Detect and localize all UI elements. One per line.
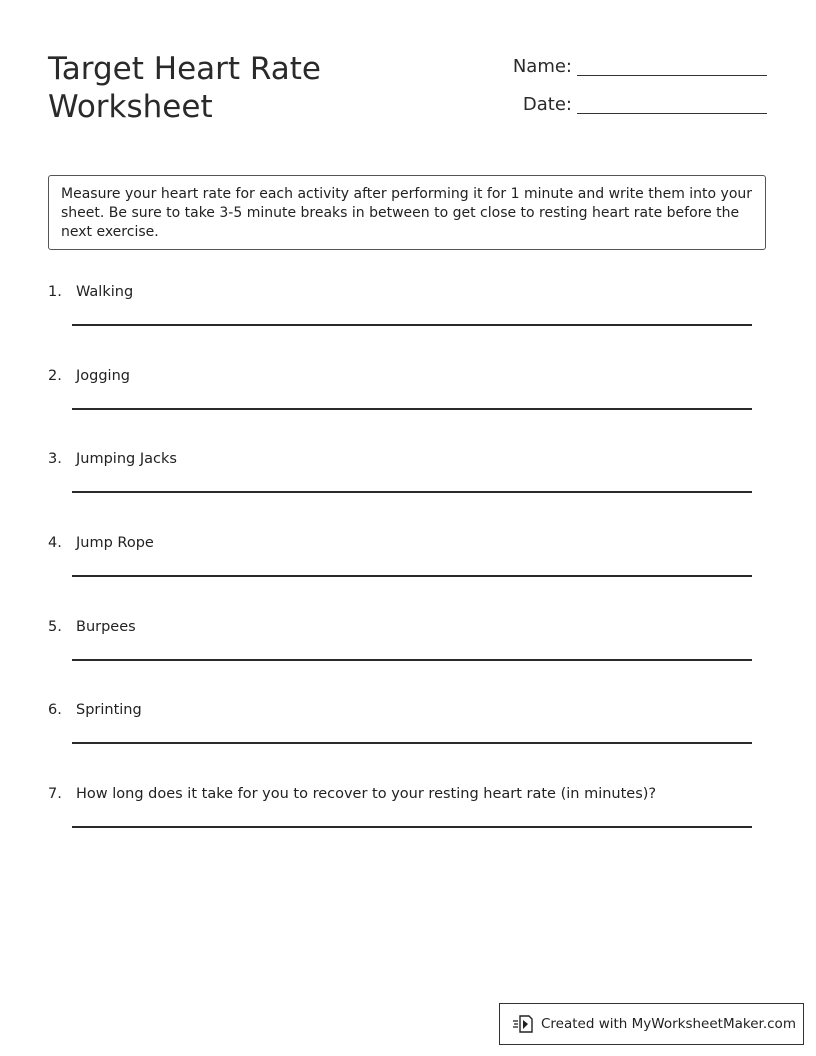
- question-text: Jump Rope: [76, 535, 154, 551]
- page-title-line-1: Target Heart Rate: [48, 51, 321, 87]
- answer-line[interactable]: [72, 408, 752, 410]
- question-number: 3.: [48, 451, 62, 467]
- question-number: 5.: [48, 619, 62, 635]
- name-field[interactable]: [490, 52, 767, 78]
- page-title-line-2: Worksheet: [48, 89, 213, 125]
- worksheet-maker-logo-icon: [512, 1013, 534, 1035]
- question-number: 4.: [48, 535, 62, 551]
- question-text: Jogging: [76, 368, 130, 384]
- footer-badge[interactable]: [499, 1003, 804, 1045]
- date-label: Date:: [522, 94, 572, 115]
- question-text: Jumping Jacks: [76, 451, 177, 467]
- answer-line[interactable]: [72, 324, 752, 326]
- question-number: 1.: [48, 284, 62, 300]
- question-text: Walking: [76, 284, 134, 300]
- question-item: [48, 367, 752, 385]
- question-text: How long does it take for you to recover to your resting heart rate (in minutes)?: [76, 786, 657, 802]
- question-number: 6.: [48, 702, 62, 718]
- question-text: Sprinting: [76, 702, 142, 718]
- answer-line[interactable]: [72, 742, 752, 744]
- answer-line[interactable]: [72, 826, 752, 828]
- question-item: [48, 283, 752, 301]
- question-item: [48, 701, 752, 719]
- answer-line[interactable]: [72, 491, 752, 493]
- answer-line[interactable]: [72, 575, 752, 577]
- question-number: 7.: [48, 786, 62, 802]
- page-title: [48, 50, 321, 126]
- question-item: [48, 450, 752, 468]
- question-text: Burpees: [76, 619, 136, 635]
- date-field[interactable]: [490, 90, 767, 116]
- name-label: Name:: [512, 56, 572, 77]
- question-item: [48, 534, 752, 552]
- question-number: 2.: [48, 368, 62, 384]
- name-write-line[interactable]: [577, 74, 767, 76]
- question-item: [48, 618, 752, 636]
- date-write-line[interactable]: [577, 112, 767, 114]
- instructions-box: Measure your heart rate for each activity after performing it for 1 minute and write them into your sheet. Be sure to take 3-5 minute breaks in between to get close to resting heart rate before the next exercise.: [48, 175, 766, 250]
- answer-line[interactable]: [72, 659, 752, 661]
- question-item: [48, 785, 752, 803]
- footer-text: Created with MyWorksheetMaker.com: [541, 1016, 796, 1032]
